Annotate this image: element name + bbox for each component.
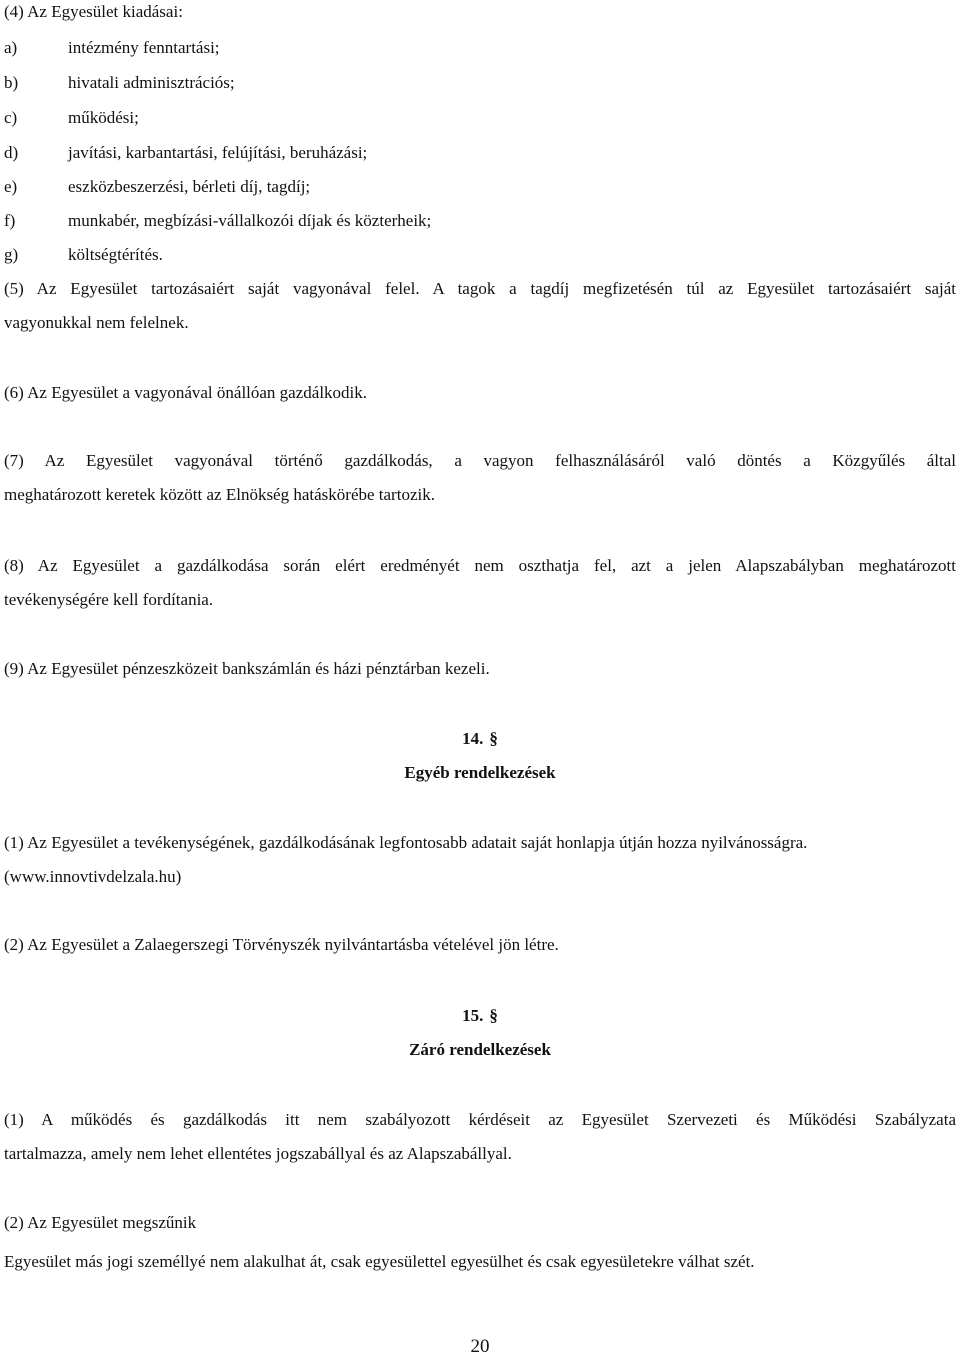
list-text: eszközbeszerzési, bérleti díj, tagdíj; bbox=[68, 177, 311, 196]
art15-para-2-text: Egyesület más jogi személlyé nem alakulhat át, csak egyesülettel egyesülhet és csak egyesületekre válhat szét. bbox=[4, 1252, 755, 1271]
list-label: a) bbox=[4, 38, 18, 57]
list-text: költségtérítés. bbox=[68, 245, 163, 264]
para-7-line-1: (7) Az Egyesület vagyonával történő gazdálkodás, a vagyon felhasználásáról való döntés a Közgyűlés által bbox=[4, 451, 956, 470]
article-14-title: Egyéb rendelkezések bbox=[404, 763, 556, 782]
list-text: működési; bbox=[68, 108, 139, 127]
list-label: d) bbox=[4, 143, 19, 162]
para-6: (6) Az Egyesület a vagyonával önállóan gazdálkodik. bbox=[4, 383, 368, 402]
para-4-intro: (4) Az Egyesület kiadásai: bbox=[4, 2, 183, 21]
list-item bbox=[4, 143, 367, 163]
article-15-title: Záró rendelkezések bbox=[409, 1040, 551, 1059]
list-item bbox=[4, 245, 163, 265]
art14-para-1-line-1: (1) Az Egyesület a tevékenységének, gazdálkodásának legfontosabb adatait saját honlapja útján hozza nyilvánosságra. bbox=[4, 833, 808, 852]
para-8-line-2: tevékenységére kell fordítania. bbox=[4, 590, 214, 609]
list-label: e) bbox=[4, 177, 18, 196]
article-number: 15. bbox=[462, 1006, 484, 1025]
article-14-number bbox=[0, 729, 960, 749]
section-sign: § bbox=[489, 1006, 498, 1025]
list-item bbox=[4, 108, 139, 128]
list-text: javítási, karbantartási, felújítási, beruházási; bbox=[68, 143, 368, 162]
page-number: 20 bbox=[470, 1336, 490, 1357]
section-sign: § bbox=[489, 729, 498, 748]
list-item bbox=[4, 73, 235, 93]
list-label: b) bbox=[4, 73, 19, 92]
art15-para-1-line-1: (1) A működés és gazdálkodás itt nem szabályozott kérdéseit az Egyesület Szervezeti és Működési Szabályzata bbox=[4, 1110, 956, 1129]
list-label: c) bbox=[4, 108, 18, 127]
article-15-number bbox=[0, 1006, 960, 1026]
article-number: 14. bbox=[462, 729, 484, 748]
art14-para-2: (2) Az Egyesület a Zalaegerszegi Törvényszék nyilvántartásba vételével jön létre. bbox=[4, 935, 559, 954]
art14-para-1-line-2: (www.innovtivdelzala.hu) bbox=[4, 867, 182, 886]
list-text: munkabér, megbízási-vállalkozói díjak és közterheik; bbox=[68, 211, 432, 230]
art15-para-2-heading: (2) Az Egyesület megszűnik bbox=[4, 1213, 197, 1232]
list-label: g) bbox=[4, 245, 19, 264]
list-label: f) bbox=[4, 211, 16, 230]
art15-para-1-line-2: tartalmazza, amely nem lehet ellentétes jogszabállyal és az Alapszabállyal. bbox=[4, 1144, 512, 1163]
para-7-line-2: meghatározott keretek között az Elnökség hatáskörébe tartozik. bbox=[4, 485, 435, 504]
para-8-line-1: (8) Az Egyesület a gazdálkodása során elért eredményét nem oszthatja fel, azt a jelen Alapszabályban meghatározott bbox=[4, 556, 956, 575]
para-5-line-1: (5) Az Egyesület tartozásaiért saját vagyonával felel. A tagok a tagdíj megfizetésén túl az Egyesület tartozásaiért saját bbox=[4, 279, 956, 298]
list-item bbox=[4, 38, 220, 58]
list-text: intézmény fenntartási; bbox=[68, 38, 220, 57]
para-5-line-2: vagyonukkal nem felelnek. bbox=[4, 313, 189, 332]
list-item bbox=[4, 211, 431, 231]
list-item bbox=[4, 177, 310, 197]
para-9: (9) Az Egyesület pénzeszközeit bankszámlán és házi pénztárban kezeli. bbox=[4, 659, 490, 678]
list-text: hivatali adminisztrációs; bbox=[68, 73, 235, 92]
